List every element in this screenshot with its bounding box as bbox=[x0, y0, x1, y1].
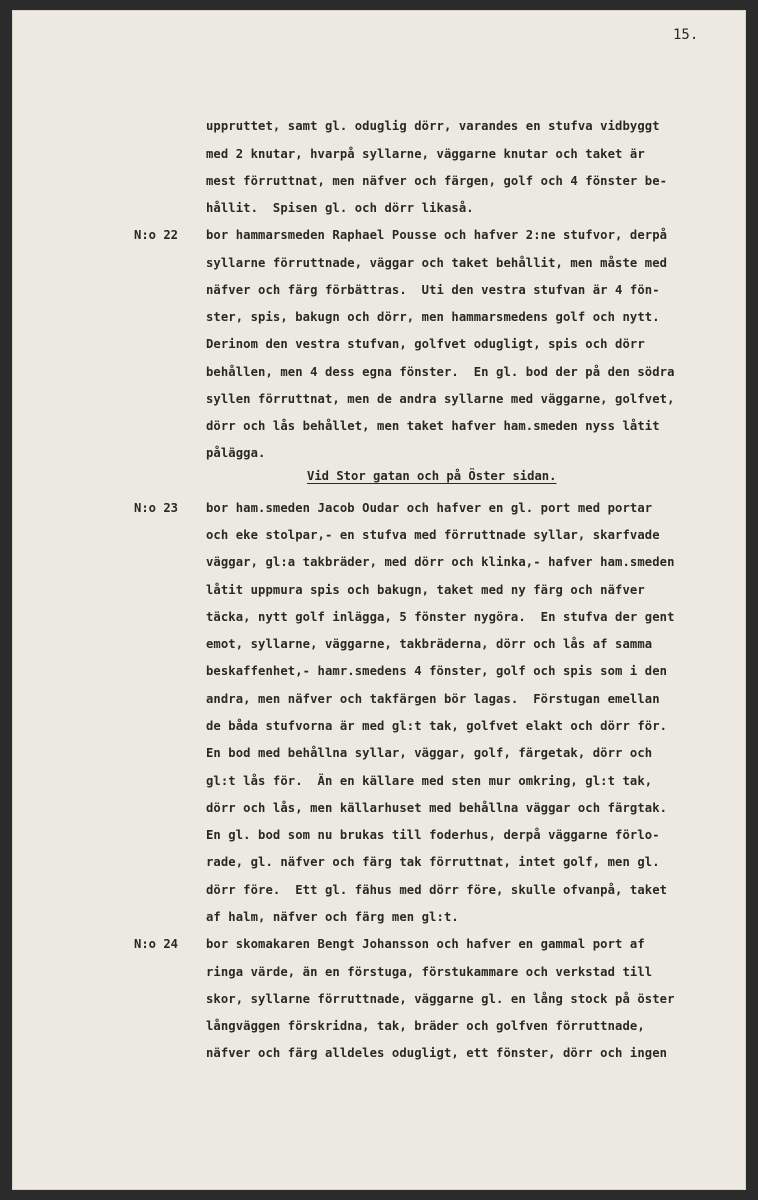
text-line: af halm, näfver och färg men gl:t. bbox=[206, 910, 459, 924]
text-line: bor hammarsmeden Raphael Pousse och hafver 2:ne stufvor, derpå bbox=[206, 228, 668, 242]
text-line: skor, syllarne förruttnade, väggarne gl. en lång stock på öster bbox=[206, 992, 675, 1006]
entry-number: N:o 23 bbox=[134, 501, 179, 515]
text-line: näfver och färg förbättras. Uti den vestra stufvan är 4 fön- bbox=[206, 283, 660, 297]
text-line: rade, gl. näfver och färg tak förruttnat, intet golf, men gl. bbox=[206, 855, 660, 869]
text-line: låtit uppmura spis och bakugn, taket med ny färg och näfver bbox=[206, 583, 645, 597]
page-number: 15. bbox=[673, 27, 699, 43]
text-line: En gl. bod som nu brukas till foderhus, derpå väggarne förlo- bbox=[206, 828, 660, 842]
text-line: behållen, men 4 dess egna fönster. En gl. bod der på den södra bbox=[206, 365, 675, 379]
text-line: väggar, gl:a takbräder, med dörr och klinka,- hafver ham.smeden bbox=[206, 555, 675, 569]
text-line: de båda stufvorna är med gl:t tak, golfvet elakt och dörr för. bbox=[206, 719, 668, 733]
text-line: beskaffenhet,- hamr.smedens 4 fönster, golf och spis som i den bbox=[206, 664, 668, 678]
text-line: En bod med behållna syllar, väggar, golf, färgetak, dörr och bbox=[206, 746, 653, 760]
text-line: ster, spis, bakugn och dörr, men hammarsmedens golf och nytt. bbox=[206, 310, 660, 324]
text-line: pålägga. bbox=[206, 446, 266, 460]
text-line: dörr och lås behållet, men taket hafver ham.smeden nyss låtit bbox=[206, 419, 660, 433]
section-heading: Vid Stor gatan och på Öster sidan. bbox=[307, 469, 557, 483]
text-line: syllarne förruttnade, väggar och taket behållit, men måste med bbox=[206, 256, 668, 270]
text-line: bor skomakaren Bengt Johansson och hafver en gammal port af bbox=[206, 937, 645, 951]
text-line: ringa värde, än en förstuga, förstukammare och verkstad till bbox=[206, 965, 653, 979]
text-line: mest förruttnat, men näfver och färgen, golf och 4 fönster be- bbox=[206, 174, 668, 188]
text-line: gl:t lås för. Än en källare med sten mur omkring, gl:t tak, bbox=[206, 774, 653, 788]
text-line: uppruttet, samt gl. oduglig dörr, varandes en stufva vidbyggt bbox=[206, 119, 660, 133]
text-line: hållit. Spisen gl. och dörr likaså. bbox=[206, 201, 474, 215]
text-line: med 2 knutar, hvarpå syllarne, väggarne knutar och taket är bbox=[206, 147, 645, 161]
text-line: täcka, nytt golf inlägga, 5 fönster nygöra. En stufva der gent bbox=[206, 610, 675, 624]
text-line: bor ham.smeden Jacob Oudar och hafver en gl. port med portar bbox=[206, 501, 653, 515]
text-line: dörr före. Ett gl. fähus med dörr före, skulle ofvanpå, taket bbox=[206, 883, 668, 897]
text-line: Derinom den vestra stufvan, golfvet odugligt, spis och dörr bbox=[206, 337, 645, 351]
text-line: emot, syllarne, väggarne, takbräderna, dörr och lås af samma bbox=[206, 637, 653, 651]
text-line: andra, men näfver och takfärgen bör lagas. Förstugan emellan bbox=[206, 692, 660, 706]
text-line: syllen förruttnat, men de andra syllarne med väggarne, golfvet, bbox=[206, 392, 675, 406]
entry-number: N:o 22 bbox=[134, 228, 179, 242]
text-line: och eke stolpar,- en stufva med förruttnade syllar, skarfvade bbox=[206, 528, 660, 542]
text-line: dörr och lås, men källarhuset med behållna väggar och färgtak. bbox=[206, 801, 668, 815]
entry-number: N:o 24 bbox=[134, 937, 179, 951]
text-line: näfver och färg alldeles odugligt, ett fönster, dörr och ingen bbox=[206, 1046, 668, 1060]
text-line: långväggen förskridna, tak, bräder och golfven förruttnade, bbox=[206, 1019, 645, 1033]
